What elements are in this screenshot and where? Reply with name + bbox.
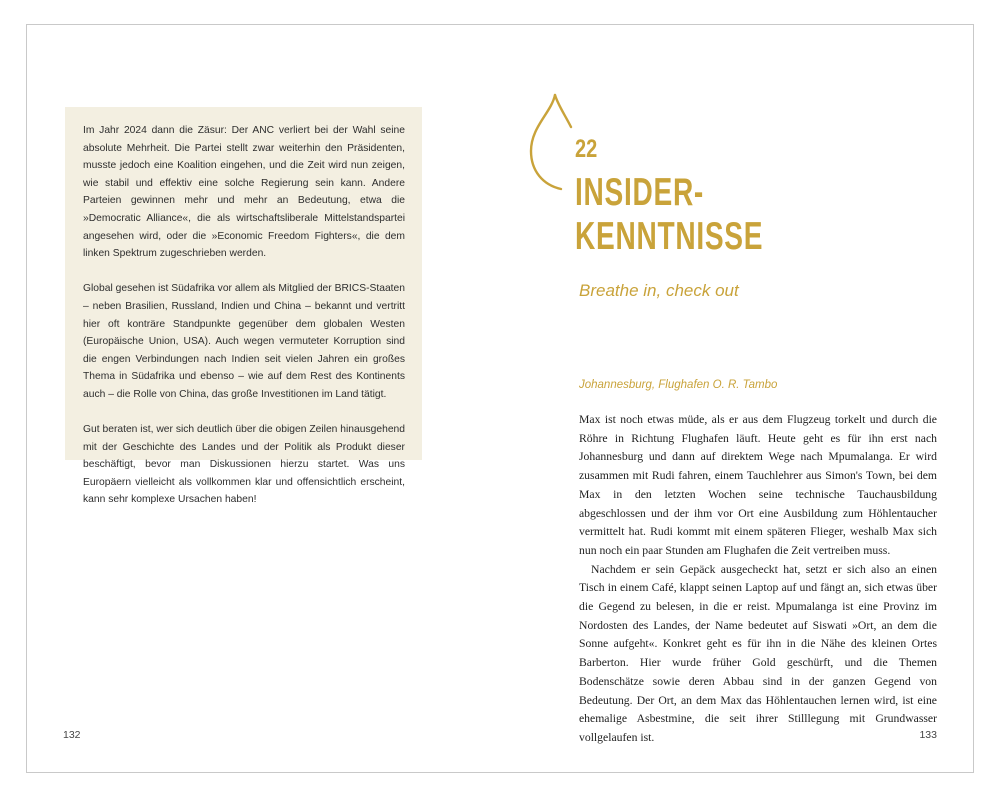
info-box: [65, 107, 422, 506]
location-heading: Johannesburg, Flughafen O. R. Tambo: [579, 379, 778, 391]
info-paragraph: Im Jahr 2024 dann die Zäsur: Der ANC verliert bei der Wahl seine absolute Mehrheit. Die Partei stellt zwar weiterhin den Präsidenten, musste jedoch eine Koalition eingehen, und die Zeit wird nun zeigen, wie stabil und effektiv eine solche Regierung sein kann. Andere Parteien gewinnen mehr und mehr an Bedeutung, etwa die »Democratic Alliance«, die als wirtschaftsliberale Mittelstandspartei angesehen wird, oder die »Economic Freedom Fighters«, die dem linken Spektrum zugeschrieben werden.: [83, 125, 405, 260]
page-number-left: 132: [63, 729, 81, 741]
body-text: [579, 411, 937, 748]
page-number-right: 133: [919, 729, 937, 741]
info-paragraph: Gut beraten ist, wer sich deutlich über die obigen Zeilen hinausgehend mit der Geschichte des Landes und der Politik als Produkt dieser beschäftigt, bevor man Diskussionen hierzu startet. Was uns Europäern vielleicht als vollkommen klar und offensichtlich erscheint, kann sehr komplexe Ursachen haben!: [83, 424, 405, 506]
book-spread: [26, 24, 974, 773]
chapter-subtitle: Breathe in, check out: [579, 281, 739, 300]
water-drop-icon: [527, 93, 581, 193]
left-page: [27, 25, 501, 772]
chapter-title: [575, 171, 762, 259]
chapter-number: 22: [575, 135, 598, 163]
chapter-title-line: KENNTNISSE: [575, 215, 764, 258]
chapter-title-line: INSIDER-: [575, 171, 705, 214]
info-paragraph: Global gesehen ist Südafrika vor allem als Mitglied der BRICS-Staaten – neben Brasilien, Russland, Indien und China – bekannt und vertritt hier oft konträre Standpunkte gegenüber dem globalen Westen (Europäische Union, USA). Auch wegen vermuteter Korruption sind die engen Verbindungen nach Indien seit vielen Jahren ein großes Thema in Südafrika und ebenso – wie auf dem Rest des Kontinents auch – die Rolle von China, das große Investitionen im Land tätigt.: [83, 283, 405, 400]
right-page: [501, 25, 975, 772]
body-paragraph: Nachdem er sein Gepäck ausgecheckt hat, setzt er sich also an einen Tisch in einem Café, klappt seinen Laptop auf und fängt an, sich etwas über die Gegend zu belesen, in die er reist. Mpumalanga ist eine Provinz im Nordosten des Landes, der Name bedeutet auf Siswati »Ort, an dem die Sonne aufgeht«. Konkret geht es für ihn in die Nähe des kleinen Ortes Barberton. Hier wurde früher Gold geschürft, und die Themen Bodenschätze sowie deren Abbau sind in der ganzen Gegend von Bedeutung. Der Ort, an dem Max das Höhlentauchen lernen wird, ist eine ehemalige Asbestmine, die seit ihrer Stilllegung mit Grundwasser vollgelaufen ist.: [579, 562, 937, 744]
body-paragraph: Max ist noch etwas müde, als er aus dem Flugzeug torkelt und durch die Röhre in Richtung Flughafen läuft. Heute geht es für ihn erst nach Johannesburg und dann auf direktem Wege nach Mpumalanga. Er wird zusammen mit Rudi fahren, einem Tauchlehrer aus Simon's Town, bei dem Max in den letzten Wochen seine technische Tauchausbildung abgeschlossen und der ihm vor Ort eine Ausbildung zum Höhlentaucher vermittelt hat. Rudi kommt mit einem späteren Flieger, weshalb Max sich nun noch ein paar Stunden am Flughafen die Zeit vertreiben muss.: [579, 413, 937, 557]
